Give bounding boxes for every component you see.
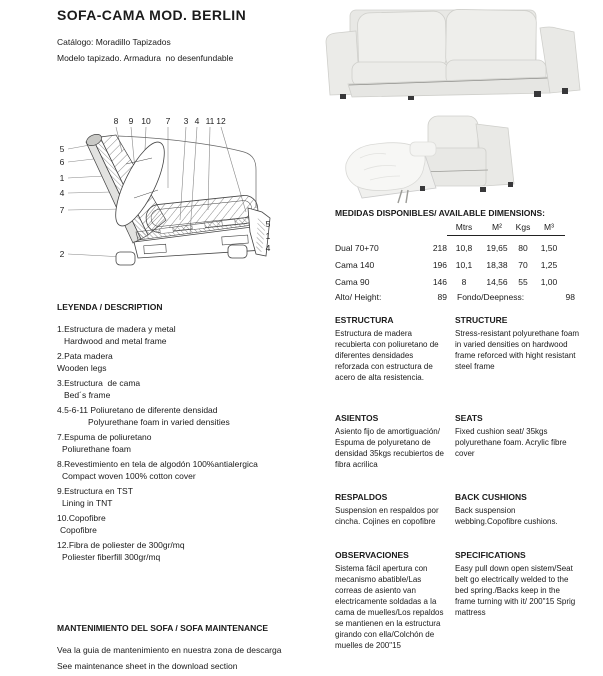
callout-8: 8: [113, 116, 119, 126]
row-kgs: 70: [518, 260, 528, 270]
height-label: Alto/ Height:: [335, 292, 382, 302]
row-m2: 18,38: [486, 260, 508, 270]
callout-10: 10: [141, 116, 151, 126]
legend-lines: [57, 323, 312, 563]
model-line: Modelo tapizado. Armadura no desenfundable: [57, 53, 234, 63]
legend-line: Hardwood and metal frame: [64, 336, 167, 346]
section-title-es: RESPALDOS: [335, 492, 388, 502]
col-header-m3: M³: [533, 222, 565, 236]
row-kgs: 55: [518, 277, 528, 287]
row-name: Cama 90: [335, 277, 370, 287]
callout-4-top: 4: [194, 116, 200, 126]
legend-line: 2.Pata madera: [57, 351, 113, 361]
legend-line: Lining in TNT: [62, 498, 113, 508]
legend-line: 9.Estructura en TST: [57, 486, 133, 496]
legend-line: Wooden legs: [57, 363, 107, 373]
callout-3: 3: [183, 116, 189, 126]
callout-5-left: 5: [59, 144, 65, 154]
col-header-kgs: Kgs: [513, 222, 533, 236]
section-back-cushions: [335, 492, 593, 527]
callout-4-right: 4: [265, 243, 271, 253]
callout-7-top: 7: [165, 116, 171, 126]
maintenance-section: [57, 623, 357, 672]
section-title-es: OBSERVACIONES: [335, 550, 409, 560]
row-m2: 14,56: [486, 277, 508, 287]
page-title: SOFA-CAMA MOD. BERLIN: [57, 7, 247, 23]
legend-line: Bed´s frame: [64, 390, 111, 400]
maintenance-line-en: See maintenance sheet in the download section: [57, 661, 238, 671]
section-body-en: Fixed cushion seat/ 35kgs polyurethane foam. Acrylic fibre cover: [455, 427, 567, 458]
row-m3: 1,25: [540, 260, 558, 270]
legend-line: Copofibre: [60, 525, 97, 535]
sofa-open-photo: [312, 102, 597, 204]
section-title-en: STRUCTURE: [455, 315, 508, 325]
legend-line: Poliurethane foam: [62, 444, 131, 454]
row-m3: 1,50: [540, 243, 558, 253]
section-specifications: [335, 550, 593, 651]
callout-1-left: 1: [59, 173, 65, 183]
legend-line: 1.Estructura de madera y metal: [57, 324, 176, 334]
row-m2: 19,65: [486, 243, 508, 253]
callout-2: 2: [59, 249, 65, 259]
section-body-en: Stress-resistant polyurethane foam in varied densities on hardwood frame reforced with hight resistant steel frame: [455, 329, 580, 371]
legend-section: [57, 302, 312, 563]
legend-line: 8.Revestimiento en tela de algodón 100%antialergica: [57, 459, 258, 469]
dimensions-table: [335, 222, 593, 287]
row-name: Cama 140: [335, 260, 375, 270]
callout-9: 9: [128, 116, 134, 126]
section-body-es: Estructura de madera recubierta con poliuretano de diferentes densidades reforzada con estructura de acero de alta resistencia.: [335, 329, 439, 382]
col-header-m2: M²: [481, 222, 513, 236]
row-mtrs: 10,8: [455, 243, 473, 253]
section-body-es: Sistema fácil apertura con mecanismo abatible/Las correas de asiento van electricamente soldadas a la cama de muelles/Los repaldos se mantienen en la estructura girando con ella/Colchón de muelles de 200"15: [335, 564, 444, 650]
depth-label: Fondo/Deepness:: [457, 292, 525, 302]
section-title-en: SEATS: [455, 413, 483, 423]
dimensions-title: MEDIDAS DISPONIBLES/ AVAILABLE DIMENSIONS:: [335, 208, 545, 218]
section-structure: [335, 315, 593, 383]
depth-value: 98: [565, 292, 575, 302]
col-header-mtrs: Mtrs: [447, 222, 481, 236]
legend-title: LEYENDA / DESCRIPTION: [57, 302, 163, 312]
row-mtrs: 8: [461, 277, 467, 287]
legend-line: Compact woven 100% cotton cover: [62, 471, 196, 481]
legend-line: Polyurethane foam in varied densities: [88, 417, 230, 427]
row-mtrs: 10,1: [455, 260, 473, 270]
callout-4-left: 4: [59, 188, 65, 198]
legend-line: 7.Espuma de poliuretano: [57, 432, 152, 442]
callout-7-left: 7: [59, 205, 65, 215]
legend-line: Poliester fiberfill 300gr/mq: [62, 552, 161, 562]
row-cm: 218: [432, 243, 447, 253]
section-body-es: Suspension en respaldos por cincha. Cojines en copofibre: [335, 506, 439, 526]
section-seats: [335, 413, 593, 470]
maintenance-line-es: Vea la guia de mantenimiento en nuestra zona de descarga: [57, 645, 282, 655]
row-cm: 196: [432, 260, 447, 270]
sofa-closed-photo: [312, 2, 597, 100]
callout-6: 6: [59, 157, 65, 167]
callout-11: 11: [205, 116, 215, 126]
callout-1-right: 1: [265, 231, 271, 241]
legend-line: 12.Fibra de poliester de 300gr/mq: [57, 540, 185, 550]
section-body-en: Easy pull down open sistem/Seat belt go electrically welded to the bed spring./Backs keep in the frame turning with it/ 200"15 Sprig mattress: [455, 564, 576, 617]
callout-5-right: 5: [265, 219, 271, 229]
dimensions-section: [335, 208, 593, 287]
height-value: 89: [437, 292, 447, 302]
row-name: Dual 70+70: [335, 243, 379, 253]
legend-line: 4.5-6-11 Poliuretano de diferente densidad: [57, 405, 218, 415]
height-depth-row: [335, 292, 593, 302]
section-title-es: ESTRUCTURA: [335, 315, 394, 325]
row-cm: 146: [432, 277, 447, 287]
sofa-section-shapes: [85, 132, 270, 265]
legend-line: 3.Estructura de cama: [57, 378, 141, 388]
section-title-en: BACK CUSHIONS: [455, 492, 527, 502]
row-kgs: 80: [518, 243, 528, 253]
legend-line: 10.Copofibre: [57, 513, 106, 523]
sofa-cross-section-diagram: [42, 112, 310, 274]
callout-12: 12: [216, 116, 226, 126]
section-body-en: Back suspension webbing.Copofibre cushions.: [455, 506, 558, 526]
maintenance-title: MANTENIMIENTO DEL SOFA / SOFA MAINTENANCE: [57, 623, 269, 633]
section-body-es: Asiento fijo de amortiguación/ Espuma de polyuretano de densidad 35kgs recubiertos de fibra acrilica: [335, 427, 444, 469]
catalog-line: Catálogo: Moradillo Tapizados: [57, 37, 171, 47]
section-title-en: SPECIFICATIONS: [455, 550, 526, 560]
section-title-es: ASIENTOS: [335, 413, 379, 423]
row-m3: 1,00: [540, 277, 558, 287]
